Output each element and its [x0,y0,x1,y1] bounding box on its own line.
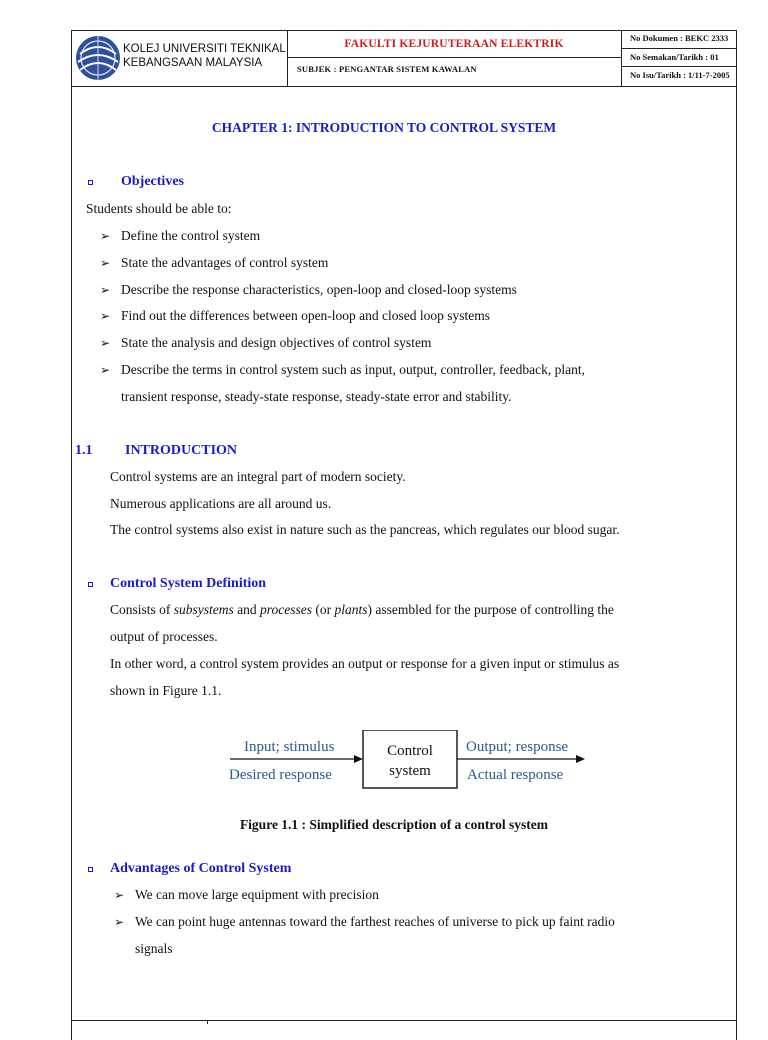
objective-item: Define the control system [121,228,261,243]
arrow-bullet-icon: ➢ [114,888,125,902]
term-subsystems: subsystems [173,602,234,617]
objective-item: Find out the differences between open-loop and closed loop systems [121,308,491,323]
document-number: No Dokumen : BEKC 2333 [621,30,737,49]
university-logo-icon [74,32,122,84]
objectives-intro: Students should be able to: [86,201,232,216]
arrow-bullet-icon: ➢ [100,363,111,377]
subject-line: SUBJEK : PENGANTAR SISTEM KAWALAN [297,64,477,74]
text-span: and [233,602,261,617]
institution-name [123,42,286,70]
objective-item-continuation: transient response, steady-state response, steady-state error and stability. [121,389,512,404]
issue-date: No Isu/Tarikh : 1/11-7-2005 [630,70,730,81]
section-number: 1.1 [75,443,93,458]
arrow-bullet-icon: ➢ [100,309,111,323]
definition-heading: Control System Definition [110,576,267,591]
document-header [71,30,737,87]
definition-paragraph-1-line2: output of processes. [110,629,218,644]
square-bullet-icon [88,180,93,185]
intro-line: The control systems also exist in nature such as the pancreas, which regulates our blood sugar. [110,522,620,537]
intro-line: Control systems are an integral part of modern society. [110,469,406,484]
objectives-heading: Objectives [121,174,184,189]
objective-item: Describe the terms in control system such as input, output, controller, feedback, plant, [121,362,585,377]
advantages-heading: Advantages of Control System [110,861,292,876]
footer-tick [207,1020,208,1024]
figure-input-bottom: Desired response [229,767,332,783]
objective-item: Describe the response characteristics, open-loop and closed-loop systems [121,282,517,297]
intro-line: Numerous applications are all around us. [110,496,332,511]
input-arrow-icon [354,755,363,763]
footer-divider [71,1020,737,1021]
text-span: ) assembled for the purpose of controlling the [367,602,614,617]
square-bullet-icon [88,867,93,872]
control-system-box [363,730,457,788]
control-system-figure [226,730,596,794]
objective-item: State the analysis and design objectives of control system [121,335,432,350]
arrow-bullet-icon: ➢ [100,336,111,350]
objective-item: State the advantages of control system [121,255,329,270]
institution-line2: KEBANGSAAN MALAYSIA [123,57,263,69]
output-arrow-icon [576,755,585,763]
box-label-line2: system [389,763,431,779]
box-label-line1: Control [387,743,433,759]
advantage-item: We can move large equipment with precision [135,887,379,902]
figure-output-bottom: Actual response [467,767,564,783]
definition-paragraph-1 [110,602,614,618]
definition-paragraph-2-line2: shown in Figure 1.1. [110,683,222,698]
text-span: (or [312,602,335,617]
definition-paragraph-2-line1: In other word, a control system provides an output or response for a given input or stimulus as [110,656,620,671]
arrow-bullet-icon: ➢ [100,256,111,270]
revision-number: No Semakan/Tarikh : 01 [621,49,737,68]
logo-cell [71,30,288,86]
figure-output-top: Output; response [466,739,569,755]
arrow-bullet-icon: ➢ [100,229,111,243]
section-title: INTRODUCTION [125,443,238,458]
square-bullet-icon [88,582,93,587]
term-processes: processes [260,602,313,617]
text-span: Consists of [110,602,174,617]
chapter-title: CHAPTER 1: INTRODUCTION TO CONTROL SYSTEM [211,120,557,135]
faculty-cell [287,30,622,86]
document-info-cell [621,30,737,86]
faculty-name: FAKULTI KEJURUTERAAN ELEKTRIK [287,30,621,58]
advantage-item-continuation: signals [135,941,173,956]
figure-caption: Figure 1.1 : Simplified description of a control system [239,817,549,832]
institution-line1: KOLEJ UNIVERSITI TEKNIKAL [123,43,286,55]
arrow-bullet-icon: ➢ [100,283,111,297]
arrow-bullet-icon: ➢ [114,915,125,929]
figure-input-top: Input; stimulus [244,739,335,755]
term-plants: plants [334,602,368,617]
advantage-item: We can point huge antennas toward the farthest reaches of universe to pick up faint radio [135,914,615,929]
